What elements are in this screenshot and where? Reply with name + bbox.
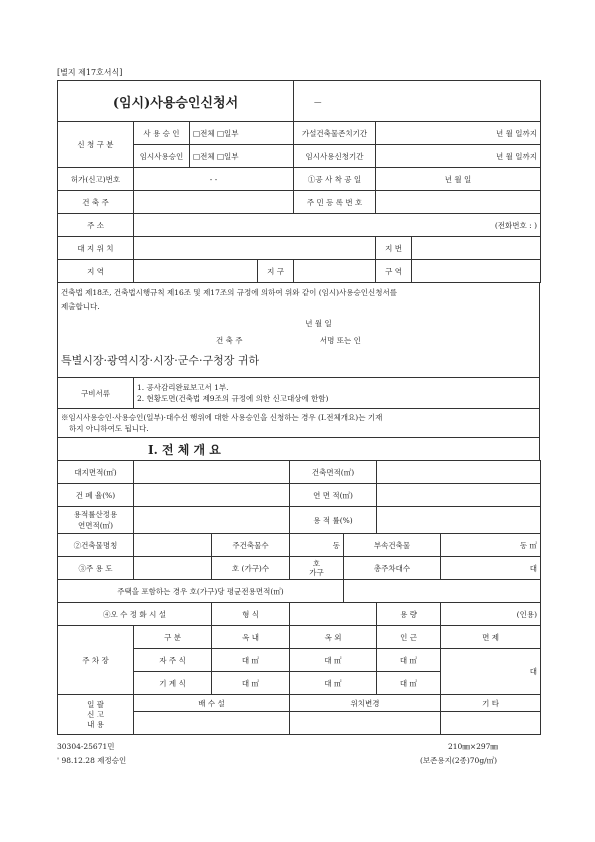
header-table xyxy=(57,80,541,122)
resident-number-label: 주 민 등 록 번 호 xyxy=(294,191,376,214)
parking-mech-nearby[interactable]: 대 ㎡ xyxy=(377,672,441,695)
recipient: 특별시장·광역시장·시장·군수·구청장 귀하 xyxy=(61,354,260,367)
parking-col-outdoor: 옥 외 xyxy=(290,626,377,649)
batch-report-table xyxy=(57,694,541,735)
floor-area-field[interactable] xyxy=(377,484,541,507)
parking-col-indoor: 옥 내 xyxy=(212,626,290,649)
form-title: (임시)사용승인신청서 xyxy=(58,81,294,122)
note-cell xyxy=(58,409,540,438)
sub-building-field[interactable]: 동 ㎡ xyxy=(441,534,541,557)
batch-col-location: 위치변경 xyxy=(290,695,441,712)
documents-list xyxy=(134,378,540,409)
area-label: 구 역 xyxy=(376,260,412,283)
checkbox-part[interactable]: □일부 xyxy=(216,151,239,161)
form-label: [별지 제17호서식] xyxy=(57,68,123,77)
documents-table xyxy=(57,377,540,438)
parking-row-mech: 기 계 식 xyxy=(134,672,212,695)
permit-number-label: 허가(신고)번호 xyxy=(58,168,134,191)
overview-heading: Ⅰ. 전 체 개 요 xyxy=(58,438,540,461)
sewage-label: ④오 수 정 화 시 설 xyxy=(58,603,212,626)
site-location-label: 대 지 위 치 xyxy=(58,237,134,260)
application-info-table xyxy=(57,121,541,283)
parking-mech-indoor[interactable]: 대 ㎡ xyxy=(212,672,290,695)
signature-field[interactable]: 서명 또는 인 xyxy=(319,336,361,345)
parking-col-type: 구 분 xyxy=(134,626,212,649)
use-approval-checkboxes[interactable] xyxy=(190,122,294,145)
document-item-2: 2. 현황도면(건축법 제9조의 규정에 의한 신고대상에 한함) xyxy=(137,394,329,403)
floor-area-label: 연 면 적(㎡) xyxy=(290,484,377,507)
statement-owner: 건 축 주 xyxy=(216,336,243,345)
footer-approval: ' 98.12.28 제정승인 xyxy=(57,756,127,765)
parking-self-nearby[interactable]: 대 ㎡ xyxy=(377,649,441,672)
checkbox-all[interactable]: □전체 xyxy=(193,151,215,161)
lot-number-label: 지 번 xyxy=(376,237,412,260)
far-field[interactable] xyxy=(377,507,541,534)
coverage-field[interactable] xyxy=(134,484,290,507)
permit-number-field[interactable]: - - xyxy=(134,168,294,191)
statement-line-2: 제출합니다. xyxy=(61,302,100,311)
construction-start-field[interactable]: 년 월 일 xyxy=(376,168,541,191)
parking-col-exempt: 면 제 xyxy=(441,626,541,649)
batch-etc-field[interactable] xyxy=(441,712,541,735)
overview-table xyxy=(57,460,541,626)
building-name-label: ②건축물명칭 xyxy=(58,534,134,557)
use-approval-label: 사 용 승 인 xyxy=(134,122,190,145)
parking-exempt-field[interactable]: 대 xyxy=(441,649,541,695)
area-field[interactable] xyxy=(412,260,541,283)
main-building-count-field[interactable]: 동 xyxy=(290,534,344,557)
parking-label: 주 차 장 xyxy=(58,626,134,695)
zone-label: 지 역 xyxy=(58,260,134,283)
coverage-label: 건 폐 율(%) xyxy=(58,484,134,507)
note-line-1: ※임시사용승인·사용승인(일부)·대수선 행위에 대한 사용승인을 신청하는 경우 (Ⅰ.전체개요)는 기재 xyxy=(61,413,383,422)
total-parking-label: 총주차대수 xyxy=(344,557,441,580)
application-form xyxy=(57,80,540,735)
far-area-field[interactable] xyxy=(134,507,290,534)
far-area-label: 용적률산정용 연면적(㎡) xyxy=(58,507,134,534)
checkbox-all[interactable]: □전체 xyxy=(193,128,215,138)
statement-date: 년 월 일 xyxy=(305,319,332,328)
parking-table xyxy=(57,625,541,695)
temp-use-period-value[interactable]: 년 월 일까지 xyxy=(376,145,541,168)
batch-location-field[interactable] xyxy=(290,712,441,735)
application-type-label: 신 청 구 분 xyxy=(58,122,134,168)
sub-building-label: 부속건축물 xyxy=(344,534,441,557)
temp-approval-label: 임시사용승인 xyxy=(134,145,190,168)
footer-size: 210㎜×297㎜ xyxy=(448,742,498,751)
parking-mech-outdoor[interactable]: 대 ㎡ xyxy=(290,672,377,695)
sewage-type-field[interactable] xyxy=(290,603,377,626)
note-line-2: 하지 아니하여도 됩니다. xyxy=(69,424,149,433)
households-field[interactable]: 호 가구 xyxy=(290,557,344,580)
households-label: 호 (가구)수 xyxy=(212,557,290,580)
site-area-label: 대지면적(㎡) xyxy=(58,461,134,484)
main-use-label: ③주 용 도 xyxy=(58,557,134,580)
temp-use-period-label: 임시사용신청기간 xyxy=(294,145,376,168)
sewage-capacity-label: 용 량 xyxy=(377,603,441,626)
batch-drain-field[interactable] xyxy=(134,712,290,735)
checkbox-part[interactable]: □일부 xyxy=(216,128,239,138)
main-building-count-label: 주건축물수 xyxy=(212,534,290,557)
sewage-capacity-field[interactable]: (인용) xyxy=(441,603,541,626)
statement-table xyxy=(57,282,540,378)
address-label: 주 소 xyxy=(58,214,134,237)
footer-paper: (보존용지(2종)70g/㎡) xyxy=(420,756,498,765)
batch-col-drain: 배 수 설 xyxy=(134,695,290,712)
total-parking-field[interactable]: 대 xyxy=(441,557,541,580)
statement-cell xyxy=(58,283,540,378)
site-area-field[interactable] xyxy=(134,461,290,484)
overview-heading-table xyxy=(57,437,540,461)
title-dash: — xyxy=(294,81,541,122)
district-label: 지 구 xyxy=(258,260,294,283)
zone-field[interactable] xyxy=(134,260,258,283)
document-item-1: 1. 공사감리완료보고서 1부. xyxy=(137,383,229,392)
main-use-field[interactable] xyxy=(134,557,212,580)
batch-label: 일 괄 신 고 내 용 xyxy=(58,695,134,735)
site-location-field[interactable] xyxy=(134,237,376,260)
owner-label: 건 축 주 xyxy=(58,191,134,214)
statement-line-1: 건축법 제18조, 건축법시행규칙 제16조 및 제17조의 규정에 의하여 위와 같이 (임시)사용승인신청서를 xyxy=(61,288,398,297)
building-area-field[interactable] xyxy=(377,461,541,484)
building-area-label: 건축면적(㎡) xyxy=(290,461,377,484)
housing-average-field[interactable] xyxy=(344,580,541,603)
documents-label: 구비서류 xyxy=(58,378,134,409)
district-field[interactable] xyxy=(294,260,376,283)
statement-sign-row xyxy=(61,335,536,346)
temp-approval-checkboxes[interactable] xyxy=(190,145,294,168)
sewage-type-label: 형 식 xyxy=(212,603,290,626)
parking-self-outdoor[interactable]: 대 ㎡ xyxy=(290,649,377,672)
building-name-field[interactable] xyxy=(134,534,212,557)
address-field[interactable]: (전화번호 : ) xyxy=(134,214,541,237)
construction-start-label: ①공 사 착 공 일 xyxy=(294,168,376,191)
owner-field[interactable] xyxy=(134,191,294,214)
temp-building-period-value[interactable]: 년 월 일까지 xyxy=(376,122,541,145)
parking-col-nearby: 인 근 xyxy=(377,626,441,649)
housing-average-label: 주택을 포함하는 경우 호(가구)당 평균전용면적(㎡) xyxy=(58,580,344,603)
far-label: 용 적 률(%) xyxy=(290,507,377,534)
parking-self-indoor[interactable]: 대 ㎡ xyxy=(212,649,290,672)
footer-code: 30304-25671민 xyxy=(57,742,115,751)
batch-col-etc: 기 타 xyxy=(441,695,541,712)
resident-number-field[interactable] xyxy=(376,191,541,214)
temp-building-period-label: 가설건축물존치기간 xyxy=(294,122,376,145)
parking-row-self: 자 주 식 xyxy=(134,649,212,672)
lot-number-field[interactable] xyxy=(412,237,541,260)
